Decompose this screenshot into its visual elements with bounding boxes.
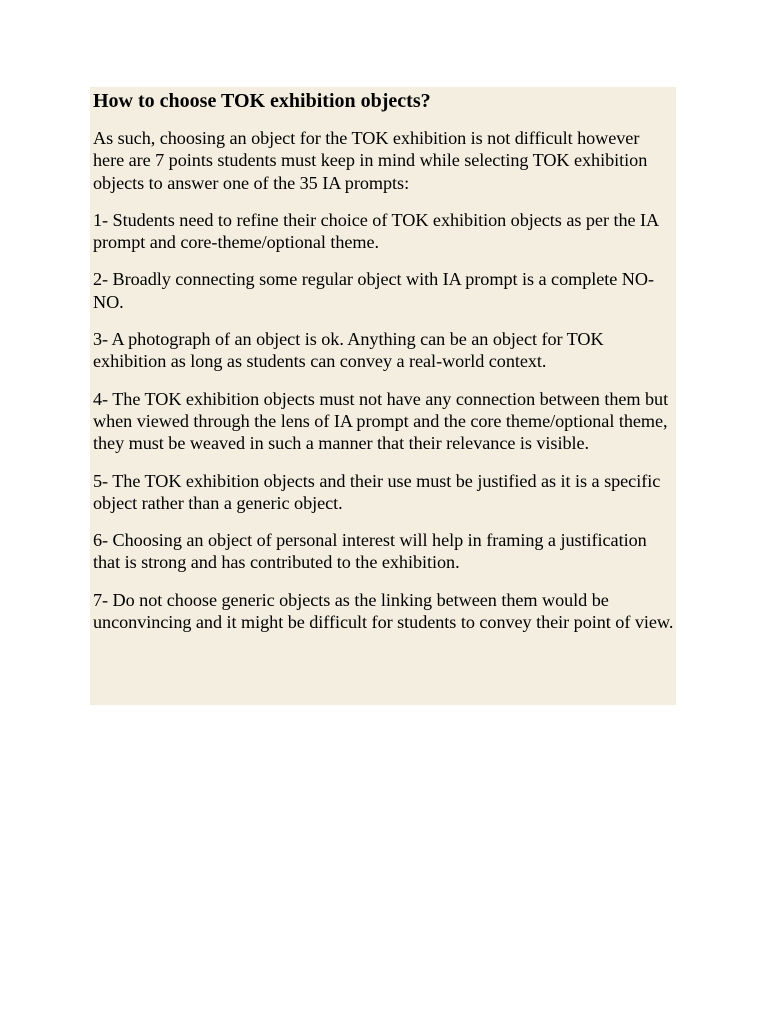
point-6: 6- Choosing an object of personal interest will help in framing a justification that is strong and has contributed to the exhibition. [93,530,647,573]
intro-paragraph: As such, choosing an object for the TOK exhibition is not difficult however here are 7 points students must keep in mind while selecting TOK exhibition objects to answer one of the 35 IA prompts: [93,128,648,193]
point-2: 2- Broadly connecting some regular object with IA prompt is a complete NO-NO. [93,269,654,312]
point-1: 1- Students need to refine their choice of TOK exhibition objects as per the IA prompt and core-theme/optional theme. [93,209,659,253]
point-5: 5- The TOK exhibition objects and their use must be justified as it is a specific object rather than a generic object. [93,470,661,513]
article-content [90,87,676,705]
point-3: 3- A photograph of an object is ok. Anything can be an object for TOK exhibition as long as students can convey a real-world context. [93,329,604,372]
point-4: 4- The TOK exhibition objects must not have any connection between them but when viewed through the lens of IA prompt and the core theme/optional theme, they must be weaved in such a manner that their relevance is visible. [93,388,669,454]
point-7: 7- Do not choose generic objects as the linking between them would be unconvincing and it might be difficult for students to convey their point of view. [93,589,674,633]
article-heading: How to choose TOK exhibition objects? [93,90,431,112]
